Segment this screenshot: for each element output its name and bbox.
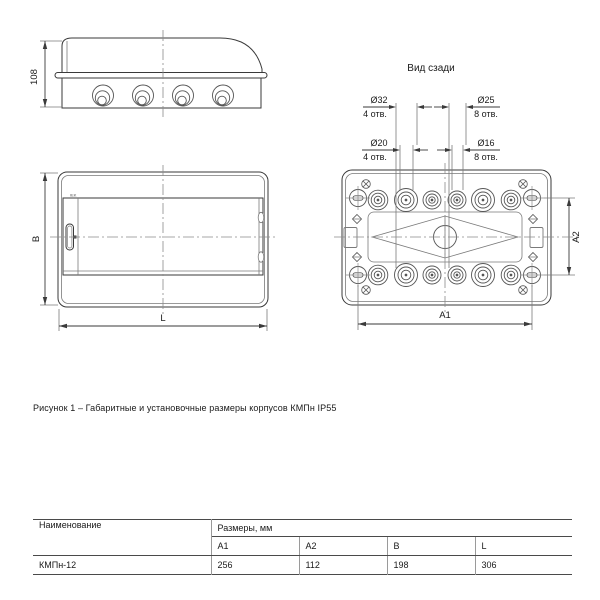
- table-cell-a1: 256: [211, 556, 299, 575]
- dimensions-table: [33, 519, 572, 575]
- hole-label-d25: Ø25: [477, 95, 495, 105]
- dim-label-b: B: [31, 235, 42, 243]
- rear-view-title: Вид сзади: [407, 63, 455, 74]
- hole-label-d20: Ø20: [370, 138, 388, 148]
- hole-count-d16: 8 отв.: [474, 152, 498, 162]
- knockout-holes: [368, 189, 521, 287]
- hole-callout-lines: [396, 103, 466, 268]
- mount-tab-left: [344, 228, 357, 248]
- hole-dim-arrows: [389, 105, 473, 152]
- hole-count-d20: 4 отв.: [363, 152, 387, 162]
- hole-label-d32: Ø32: [370, 95, 388, 105]
- table-cell-b: 198: [387, 556, 475, 575]
- dim-label-108: 108: [29, 69, 40, 85]
- mount-tab-right: [530, 228, 543, 248]
- table-subheader-b: B: [387, 537, 475, 556]
- table-subheader-l: L: [475, 537, 572, 556]
- table-cell-a2: 112: [299, 556, 387, 575]
- door-latch-top: [258, 212, 264, 222]
- door-latch-bottom: [258, 252, 264, 262]
- knockout-row-top: [368, 189, 521, 212]
- dim-b-extension-lines: [40, 173, 58, 305]
- side-view: [40, 38, 267, 108]
- table-cell-name: КМПн-12: [33, 556, 211, 575]
- table-cell-l: 306: [481, 560, 497, 570]
- table-row: [33, 556, 572, 575]
- knockout-row-bottom: [368, 264, 521, 287]
- dim-label-l: L: [160, 313, 166, 324]
- hole-count-d25: 8 отв.: [474, 109, 498, 119]
- door-logo-text: IEK: [70, 192, 77, 198]
- table-header-dims: Размеры, мм: [211, 520, 572, 537]
- table-subheader-a1: A1: [211, 537, 299, 556]
- hole-label-d16: Ø16: [477, 138, 495, 148]
- hole-count-d32: 4 отв.: [363, 109, 387, 119]
- dim-label-a2: A2: [571, 231, 582, 243]
- table-header-name: Наименование: [33, 520, 211, 556]
- dim-label-a1: A1: [439, 310, 451, 321]
- table-subheader-a2: A2: [299, 537, 387, 556]
- figure-caption: Рисунок 1 – Габаритные и установочные размеры корпусов КМПн IP55: [33, 403, 337, 413]
